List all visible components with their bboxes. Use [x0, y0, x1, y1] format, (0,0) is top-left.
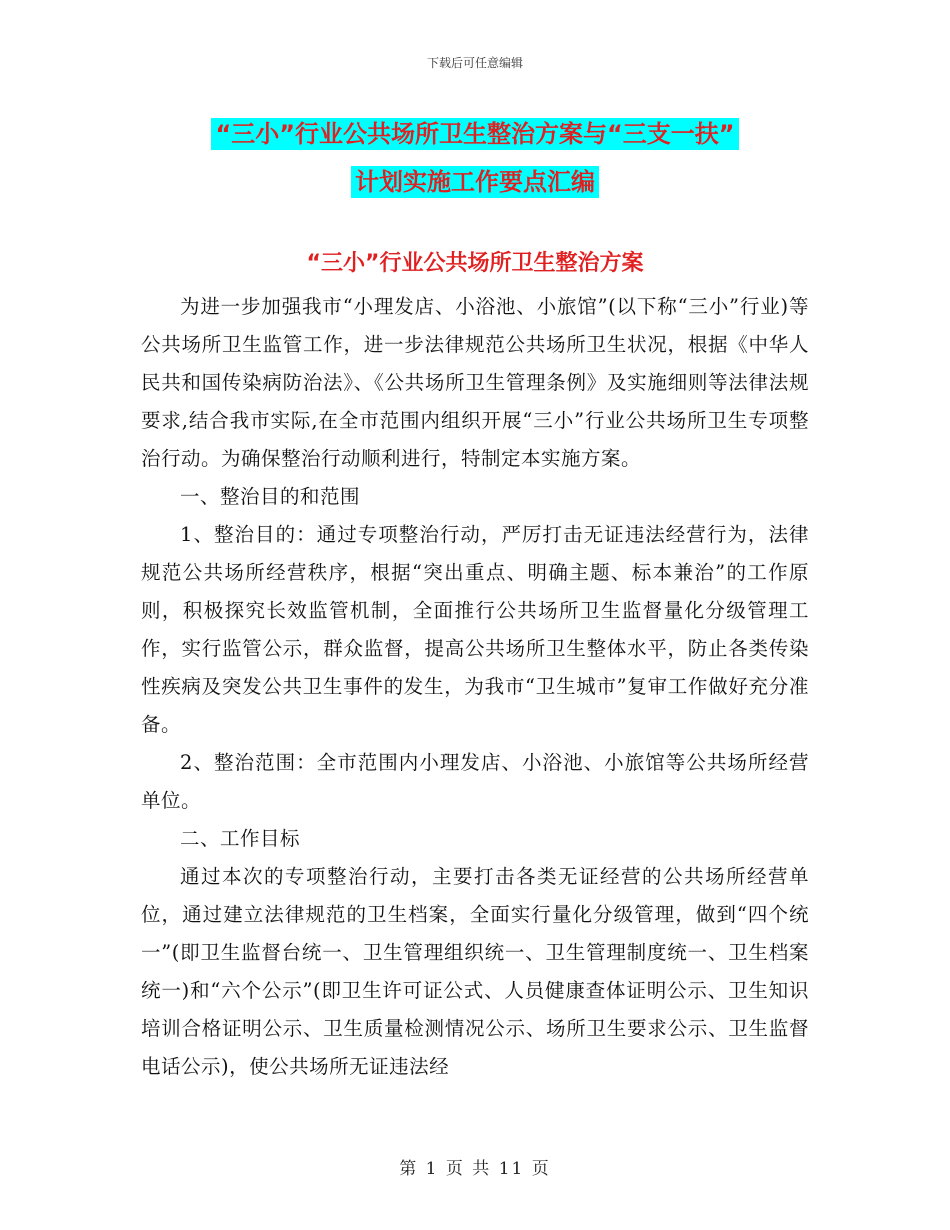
section-title: “三小”行业公共场所卫生整治方案 — [306, 251, 644, 276]
page-footer: 第 1 页 共 11 页 — [399, 1159, 551, 1179]
paragraph-intro: 为进一步加强我市“小理发店、小浴池、小旅馆”(以下称“三小”行业)等公共场所卫生监管工作，进一步法律规范公共场所卫生状况，根据《中华人民共和国传染病防治法》、《公共场所卫生管理条例》及实施细则等法律法规要求,结合我市实际,在全市范围内组织开展“三小”行业公共场所卫生专项整治行动。为确保整治行动顺利进行，特制定本实施方案。 — [141, 295, 809, 470]
paragraph-goals: 通过本次的专项整治行动，主要打击各类无证经营的公共场所经营单位，通过建立法律规范的卫生档案，全面实行量化分级管理，做到“四个统一”(即卫生监督台统一、卫生管理组织统一、卫生管理制度统一、卫生档案统一)和“六个公示”(即卫生许可证公式、人员健康查体证明公示、卫生知识培训合格证明公示、卫生质量检测情况公示、场所卫生要求公示、卫生监督电话公示)，使公共场所无证违法经 — [141, 865, 809, 1078]
body-text — [141, 288, 809, 1086]
paragraph-purpose: 1、整治目的：通过专项整治行动，严厉打击无证违法经营行为，法律规范公共场所经营秩序，根据“突出重点、明确主题、标本兼治”的工作原则，积极探究长效监管机制，全面推行公共场所卫生监督量化分级管理工作，实行监管公示，群众监督，提高公共场所卫生整体水平，防止各类传染性疾病及突发公共卫生事件的发生，为我市“卫生城市”复审工作做好充分准备。 — [141, 523, 809, 736]
document-title — [0, 110, 950, 206]
heading-scope: 一、整治目的和范围 — [180, 485, 361, 508]
document-title-line-1: “三小”行业公共场所卫生整治方案与“三支一扶” — [211, 118, 738, 150]
heading-goals: 二、工作目标 — [180, 827, 301, 850]
document-title-line-2: 计划实施工作要点汇编 — [351, 166, 599, 198]
header-note: 下载后可任意编辑 — [426, 56, 523, 70]
paragraph-range: 2、整治范围：全市范围内小理发店、小浴池、小旅馆等公共场所经营单位。 — [141, 751, 809, 812]
